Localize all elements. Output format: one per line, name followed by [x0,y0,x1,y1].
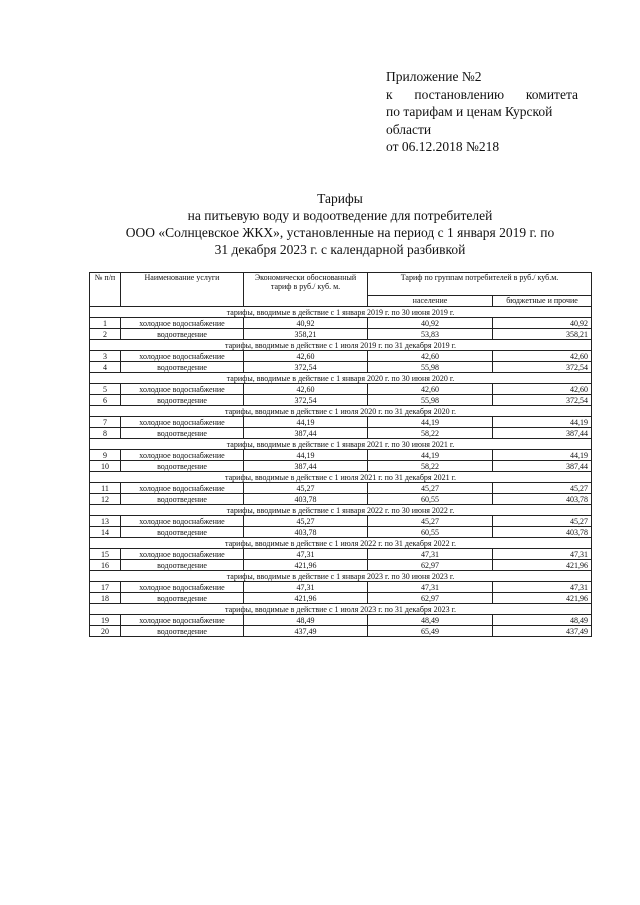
table-row [90,384,592,395]
table-row [90,395,592,406]
row-econ-tariff: 42,60 [244,351,368,362]
row-econ-tariff: 421,96 [244,593,368,604]
row-num: 2 [90,329,121,340]
row-num: 1 [90,318,121,329]
row-budget-tariff: 44,19 [493,450,592,461]
period-label: тарифы, вводимые в действие с 1 января 2023 г. по 30 июня 2023 г. [90,571,592,582]
row-budget-tariff: 403,78 [493,494,592,505]
row-population-tariff: 45,27 [368,483,493,494]
row-num: 17 [90,582,121,593]
row-population-tariff: 45,27 [368,516,493,527]
row-econ-tariff: 44,19 [244,450,368,461]
row-budget-tariff: 47,31 [493,549,592,560]
row-budget-tariff: 42,60 [493,351,592,362]
row-service: водоотведение [121,362,244,373]
row-num: 10 [90,461,121,472]
header-econ-tariff: Экономически обоснованный тариф в руб./ куб. м. [244,273,368,307]
row-econ-tariff: 45,27 [244,483,368,494]
row-econ-tariff: 387,44 [244,461,368,472]
period-row [90,571,592,582]
row-budget-tariff: 403,78 [493,527,592,538]
row-num: 13 [90,516,121,527]
row-budget-tariff: 48,49 [493,615,592,626]
period-row [90,340,592,351]
header-consumer-groups: Тариф по группам потребителей в руб./ куб.м. [368,273,592,296]
row-population-tariff: 55,98 [368,395,493,406]
row-budget-tariff: 358,21 [493,329,592,340]
period-label: тарифы, вводимые в действие с 1 июля 2020 г. по 31 декабря 2020 г. [90,406,592,417]
row-econ-tariff: 358,21 [244,329,368,340]
row-num: 18 [90,593,121,604]
row-service: холодное водоснабжение [121,483,244,494]
row-service: водоотведение [121,527,244,538]
row-econ-tariff: 47,31 [244,582,368,593]
table-row [90,428,592,439]
row-service: холодное водоснабжение [121,450,244,461]
row-budget-tariff: 421,96 [493,560,592,571]
row-econ-tariff: 44,19 [244,417,368,428]
header-service: Наименование услуги [121,273,244,307]
header-budget: бюджетные и прочие [493,296,592,307]
period-row [90,373,592,384]
document-title [80,190,600,258]
row-service: холодное водоснабжение [121,384,244,395]
annex-block [386,68,578,156]
period-row [90,604,592,615]
row-budget-tariff: 387,44 [493,428,592,439]
header-num: № п/п [90,273,121,307]
row-population-tariff: 40,92 [368,318,493,329]
table-row [90,593,592,604]
row-num: 15 [90,549,121,560]
row-econ-tariff: 403,78 [244,527,368,538]
table-row [90,450,592,461]
row-service: холодное водоснабжение [121,318,244,329]
row-service: холодное водоснабжение [121,516,244,527]
period-label: тарифы, вводимые в действие с 1 июля 2021 г. по 31 декабря 2021 г. [90,472,592,483]
row-econ-tariff: 421,96 [244,560,368,571]
annex-date: от 06.12.2018 №218 [386,139,500,154]
row-budget-tariff: 421,96 [493,593,592,604]
row-econ-tariff: 48,49 [244,615,368,626]
table-row [90,527,592,538]
row-population-tariff: 62,97 [368,593,493,604]
period-row [90,439,592,450]
table-row [90,483,592,494]
title-line-2: на питьевую воду и водоотведение для потребителей [187,208,493,223]
period-label: тарифы, вводимые в действие с 1 июля 2023 г. по 31 декабря 2023 г. [90,604,592,615]
title-line-4: 31 декабря 2023 г. с календарной разбивкой [214,242,466,257]
row-population-tariff: 48,49 [368,615,493,626]
row-budget-tariff: 44,19 [493,417,592,428]
table-row [90,626,592,637]
row-num: 4 [90,362,121,373]
row-service: холодное водоснабжение [121,582,244,593]
row-population-tariff: 44,19 [368,450,493,461]
row-econ-tariff: 372,54 [244,362,368,373]
table-row [90,417,592,428]
period-row [90,307,592,318]
annex-line-4: области [386,121,432,137]
row-econ-tariff: 403,78 [244,494,368,505]
row-service: водоотведение [121,461,244,472]
row-econ-tariff: 47,31 [244,549,368,560]
table-row [90,362,592,373]
row-population-tariff: 47,31 [368,549,493,560]
row-service: холодное водоснабжение [121,351,244,362]
table-row [90,549,592,560]
period-label: тарифы, вводимые в действие с 1 июля 2019 г. по 31 декабря 2019 г. [90,340,592,351]
row-budget-tariff: 372,54 [493,362,592,373]
row-econ-tariff: 42,60 [244,384,368,395]
row-population-tariff: 60,55 [368,527,493,538]
annex-line-2: к постановлению комитета [386,86,578,102]
row-budget-tariff: 42,60 [493,384,592,395]
table-row [90,318,592,329]
row-budget-tariff: 45,27 [493,516,592,527]
row-population-tariff: 58,22 [368,428,493,439]
period-row [90,406,592,417]
row-service: водоотведение [121,494,244,505]
row-econ-tariff: 437,49 [244,626,368,637]
tariff-table-body [90,307,592,637]
row-service: водоотведение [121,626,244,637]
row-budget-tariff: 40,92 [493,318,592,329]
row-econ-tariff: 45,27 [244,516,368,527]
row-population-tariff: 42,60 [368,351,493,362]
row-econ-tariff: 387,44 [244,428,368,439]
table-row [90,461,592,472]
row-num: 9 [90,450,121,461]
row-budget-tariff: 45,27 [493,483,592,494]
table-row [90,560,592,571]
row-num: 14 [90,527,121,538]
row-service: водоотведение [121,428,244,439]
annex-title: Приложение №2 [386,69,482,84]
row-num: 6 [90,395,121,406]
row-population-tariff: 53,83 [368,329,493,340]
period-label: тарифы, вводимые в действие с 1 января 2022 г. по 30 июня 2022 г. [90,505,592,516]
row-num: 19 [90,615,121,626]
period-label: тарифы, вводимые в действие с 1 января 2019 г. по 30 июня 2019 г. [90,307,592,318]
row-econ-tariff: 40,92 [244,318,368,329]
row-service: холодное водоснабжение [121,615,244,626]
period-label: тарифы, вводимые в действие с 1 июля 2022 г. по 31 декабря 2022 г. [90,538,592,549]
row-population-tariff: 47,31 [368,582,493,593]
period-label: тарифы, вводимые в действие с 1 января 2021 г. по 30 июня 2021 г. [90,439,592,450]
row-service: водоотведение [121,329,244,340]
row-service: водоотведение [121,593,244,604]
row-num: 5 [90,384,121,395]
row-population-tariff: 65,49 [368,626,493,637]
row-population-tariff: 55,98 [368,362,493,373]
table-row [90,351,592,362]
period-label: тарифы, вводимые в действие с 1 января 2020 г. по 30 июня 2020 г. [90,373,592,384]
row-num: 11 [90,483,121,494]
period-row [90,538,592,549]
row-budget-tariff: 47,31 [493,582,592,593]
row-num: 8 [90,428,121,439]
row-service: холодное водоснабжение [121,549,244,560]
row-num: 16 [90,560,121,571]
row-budget-tariff: 437,49 [493,626,592,637]
title-line-1: Тарифы [317,191,363,206]
row-budget-tariff: 387,44 [493,461,592,472]
table-row [90,615,592,626]
header-population: население [368,296,493,307]
row-num: 20 [90,626,121,637]
row-population-tariff: 60,55 [368,494,493,505]
table-row [90,582,592,593]
row-num: 7 [90,417,121,428]
row-service: водоотведение [121,560,244,571]
table-row [90,516,592,527]
row-population-tariff: 42,60 [368,384,493,395]
table-row [90,494,592,505]
tariff-table [89,272,592,637]
row-budget-tariff: 372,54 [493,395,592,406]
period-row [90,505,592,516]
period-row [90,472,592,483]
table-row [90,329,592,340]
row-population-tariff: 62,97 [368,560,493,571]
row-num: 12 [90,494,121,505]
row-population-tariff: 44,19 [368,417,493,428]
row-num: 3 [90,351,121,362]
row-service: холодное водоснабжение [121,417,244,428]
title-line-3: ООО «Солнцевское ЖКХ», установленные на период с 1 января 2019 г. по [125,225,555,240]
row-population-tariff: 58,22 [368,461,493,472]
row-service: водоотведение [121,395,244,406]
row-econ-tariff: 372,54 [244,395,368,406]
annex-line-3: по тарифам и ценам Курской [386,104,553,119]
